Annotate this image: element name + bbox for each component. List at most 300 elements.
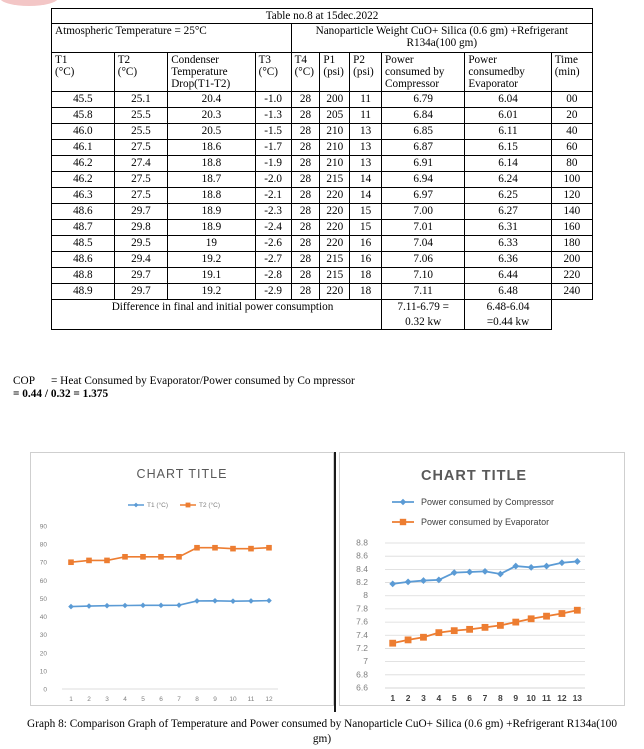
table-cell: 46.3 (52, 188, 115, 204)
table-cell: 25.5 (114, 124, 167, 140)
table-cell: 6.15 (465, 140, 551, 156)
table-cell: 48.7 (52, 220, 115, 236)
table-cell: 28 (291, 268, 320, 284)
table-cell: 19.2 (168, 252, 255, 268)
column-header (320, 53, 350, 92)
table-cell: 27.4 (114, 156, 167, 172)
x-tick-label: 9 (213, 696, 217, 703)
y-tick-label: 50 (39, 595, 47, 603)
column-header-line: (psi) (323, 66, 344, 78)
table-cell: -1.7 (255, 140, 291, 156)
table-cell: 15 (350, 220, 382, 236)
data-point (230, 598, 236, 604)
table-cell: 80 (551, 156, 592, 172)
table-cell: 11 (350, 92, 382, 108)
x-tick-label: 3 (421, 693, 426, 703)
empty-cell (551, 300, 592, 330)
data-point (420, 634, 427, 641)
nanoparticle-weight (291, 24, 592, 53)
data-point (528, 564, 535, 571)
table-cell: 19 (168, 236, 255, 252)
y-tick-label: 70 (39, 559, 47, 567)
y-tick-label: 8.2 (356, 577, 368, 588)
table-cell: 6.36 (465, 252, 551, 268)
table-cell: 6.33 (465, 236, 551, 252)
y-tick-label: 7 (363, 656, 368, 667)
table-cell: 205 (320, 108, 350, 124)
y-tick-label: 8.6 (356, 550, 368, 561)
column-header (168, 53, 255, 92)
table-cell: 11 (350, 108, 382, 124)
column-header-line: (°C) (294, 66, 314, 78)
x-tick-label: 11 (542, 693, 552, 703)
table-cell: -2.3 (255, 204, 291, 220)
nanoparticle-line-1: Nanoparticle Weight CuO+ Silica (0.6 gm) +Refrigerant (315, 25, 568, 37)
column-header-line: T4 (294, 54, 308, 66)
table-cell: 20.4 (168, 92, 255, 108)
atmospheric-temperature: Atmospheric Temperature = 25°C (52, 24, 292, 53)
x-tick-label: 11 (247, 696, 255, 703)
difference-label: Difference in final and initial power consumption (52, 300, 382, 330)
y-tick-label: 8.8 (356, 537, 368, 548)
data-point (451, 627, 458, 634)
table-cell: 7.06 (382, 252, 465, 268)
table-cell: 29.7 (114, 268, 167, 284)
data-point (405, 636, 412, 643)
table-cell: 220 (320, 204, 350, 220)
y-tick-label: 10 (39, 668, 47, 676)
column-header-line: T1 (55, 54, 68, 66)
table-cell: 18.6 (168, 140, 255, 156)
legend-marker (186, 503, 191, 508)
table-cell: 48.9 (52, 284, 115, 300)
data-point (104, 558, 110, 564)
table-cell: 46.2 (52, 172, 115, 188)
table-cell: 215 (320, 172, 350, 188)
data-point (266, 545, 272, 551)
table-cell: 20 (551, 108, 592, 124)
x-tick-label: 4 (123, 696, 127, 703)
data-point (574, 558, 581, 565)
table-cell: 20.3 (168, 108, 255, 124)
y-tick-label: 6.8 (356, 669, 368, 680)
table-cell: 6.79 (382, 92, 465, 108)
y-tick-label: 6.6 (356, 682, 368, 693)
x-tick-label: 1 (390, 693, 396, 703)
graph-caption (0, 717, 644, 747)
x-tick-label: 5 (451, 693, 457, 703)
cop-definition: = Heat Consumed by Evaporator/Power consumed by Co mpressor (50, 375, 355, 387)
chart-separator (334, 452, 336, 712)
data-point (248, 598, 254, 604)
table-row (52, 140, 593, 156)
table-cell: 6.94 (382, 172, 465, 188)
x-tick-label: 2 (87, 696, 91, 703)
data-point (497, 571, 504, 578)
data-point (140, 554, 146, 560)
table-cell: -2.6 (255, 236, 291, 252)
table-cell: -2.4 (255, 220, 291, 236)
table-cell: 18.8 (168, 188, 255, 204)
cop-formula (13, 375, 573, 401)
table-cell: 6.11 (465, 124, 551, 140)
data-point (122, 603, 128, 609)
table-cell: 7.10 (382, 268, 465, 284)
table-cell: 7.11 (382, 284, 465, 300)
data-point (574, 607, 581, 614)
table-cell: 28 (291, 108, 320, 124)
column-header-line: consumed by (385, 66, 445, 78)
y-tick-label: 0 (43, 686, 47, 694)
table-cell: 29.5 (114, 236, 167, 252)
column-header (465, 53, 551, 92)
table-cell: 28 (291, 156, 320, 172)
table-cell: 220 (320, 220, 350, 236)
power-chart-svg (340, 453, 624, 705)
table-cell: 46.1 (52, 140, 115, 156)
table-cell: 28 (291, 140, 320, 156)
x-tick-label: 3 (105, 696, 109, 703)
table-cell: 29.7 (114, 204, 167, 220)
x-tick-label: 5 (141, 696, 145, 703)
legend-label: T1 (°C) (147, 502, 169, 510)
data-point (512, 563, 519, 570)
data-point (194, 545, 200, 551)
data-point (543, 613, 550, 620)
table-cell: 210 (320, 124, 350, 140)
x-tick-label: 12 (265, 696, 273, 703)
data-point (266, 598, 272, 604)
series-line (71, 548, 269, 562)
x-tick-label: 1 (69, 696, 73, 703)
table-cell: 46.2 (52, 156, 115, 172)
table-row (52, 268, 593, 284)
table-cell: -2.7 (255, 252, 291, 268)
data-point (512, 619, 519, 626)
table-cell: 7.01 (382, 220, 465, 236)
temperature-chart (30, 452, 334, 706)
column-header (52, 53, 115, 92)
data-point (497, 622, 504, 629)
table-row (52, 124, 593, 140)
y-tick-label: 7.8 (356, 603, 368, 614)
legend-label: Power consumed by Evaporator (421, 517, 550, 527)
data-point (248, 546, 254, 552)
data-point (559, 559, 566, 566)
table-cell: 14 (350, 188, 382, 204)
column-header-line: (psi) (353, 66, 374, 78)
table-cell: 140 (551, 204, 592, 220)
chart-title: CHART TITLE (136, 467, 228, 481)
column-header-line: (°C) (55, 66, 75, 78)
series-line (71, 601, 269, 607)
data-point (543, 563, 550, 570)
column-header-line: (°C) (258, 66, 278, 78)
data-point (68, 604, 74, 610)
x-tick-label: 4 (436, 693, 442, 703)
table-cell: 6.48 (465, 284, 551, 300)
table-cell: 6.04 (465, 92, 551, 108)
column-header (114, 53, 167, 92)
table-cell: 46.0 (52, 124, 115, 140)
data-point (86, 558, 92, 564)
y-tick-label: 80 (39, 541, 47, 549)
y-tick-label: 40 (39, 614, 47, 622)
legend-marker (134, 503, 139, 508)
evaporator-difference (465, 300, 551, 330)
caption-line-1: Graph 8: Comparison Graph of Temperature and Power consumed by Nanoparticle CuO+ Silica (0.6 gm) +Refrigerant R134a(100 (27, 718, 617, 730)
table-cell: 16 (350, 252, 382, 268)
x-tick-label: 8 (498, 693, 503, 703)
column-header-line: (min) (554, 66, 580, 78)
table-cell: 6.85 (382, 124, 465, 140)
table-row (52, 284, 593, 300)
table-cell: 240 (551, 284, 592, 300)
top-corner-mark (0, 0, 58, 6)
evaporator-difference-line-1: 6.48-6.04 (486, 301, 530, 313)
compressor-difference-line-1: 7.11-6.79 = (397, 301, 449, 313)
x-tick-label: 9 (513, 693, 519, 703)
table-cell: 40 (551, 124, 592, 140)
x-tick-label: 6 (159, 696, 163, 703)
y-tick-label: 7.2 (356, 642, 368, 653)
table-cell: 18.9 (168, 220, 255, 236)
table-row (52, 172, 593, 188)
data-point (68, 559, 74, 565)
table-cell: 13 (350, 156, 382, 172)
table-cell: -2.1 (255, 188, 291, 204)
data-point (86, 603, 92, 609)
y-tick-label: 90 (39, 523, 47, 531)
table-cell: 200 (320, 92, 350, 108)
table-cell: 28 (291, 220, 320, 236)
table-cell: 29.7 (114, 284, 167, 300)
data-point (176, 602, 182, 608)
table-row (52, 236, 593, 252)
table-cell: 6.97 (382, 188, 465, 204)
table-row (52, 92, 593, 108)
data-point (230, 546, 236, 552)
table-cell: 210 (320, 156, 350, 172)
table-cell: 20.5 (168, 124, 255, 140)
column-header-line: Drop(T1-T2) (171, 78, 231, 90)
column-header-line: Power (385, 54, 414, 66)
column-header (255, 53, 291, 92)
data-point (451, 569, 458, 576)
y-tick-label: 7.4 (356, 629, 368, 640)
legend-label: T2 (°C) (199, 502, 221, 510)
table-cell: 16 (350, 236, 382, 252)
table-cell: 215 (320, 252, 350, 268)
column-header (382, 53, 465, 92)
header-row (52, 53, 593, 92)
power-chart (339, 452, 625, 706)
data-point (466, 626, 473, 633)
table-cell: -2.0 (255, 172, 291, 188)
data-table (51, 8, 593, 330)
table-cell: 28 (291, 188, 320, 204)
column-header (350, 53, 382, 92)
table-cell: 28 (291, 124, 320, 140)
table-cell: -1.3 (255, 108, 291, 124)
table-cell: 6.14 (465, 156, 551, 172)
table-cell: 28 (291, 92, 320, 108)
column-header-line: Evaporator (468, 78, 519, 90)
data-point (420, 577, 427, 584)
difference-row (52, 300, 593, 330)
table-cell: 19.2 (168, 284, 255, 300)
table-cell: 18.8 (168, 156, 255, 172)
column-header-line: P2 (353, 54, 365, 66)
data-point (559, 610, 566, 617)
x-tick-label: 10 (526, 693, 536, 703)
legend-label: Power consumed by Compressor (421, 497, 555, 507)
table-cell: 200 (551, 252, 592, 268)
data-point (435, 629, 442, 636)
table-cell: 28 (291, 204, 320, 220)
y-tick-label: 8.4 (356, 563, 368, 574)
data-point (194, 598, 200, 604)
table-cell: 18.7 (168, 172, 255, 188)
evaporator-difference-line-2: =0.44 kw (486, 316, 530, 328)
legend-marker (400, 499, 406, 505)
nanoparticle-line-2: R134a(100 gm) (406, 37, 478, 49)
table-cell: -1.5 (255, 124, 291, 140)
table-cell: 18 (350, 268, 382, 284)
column-header-line: T3 (258, 54, 272, 66)
temperature-chart-svg (31, 453, 333, 705)
x-tick-label: 7 (482, 693, 488, 703)
y-tick-label: 60 (39, 577, 47, 585)
table-cell: 48.6 (52, 252, 115, 268)
column-header-line: Compressor (385, 78, 440, 90)
table-cell: 27.5 (114, 172, 167, 188)
column-header-line: P1 (323, 54, 336, 66)
x-tick-label: 7 (177, 696, 181, 703)
data-point (389, 580, 396, 587)
table-cell: 00 (551, 92, 592, 108)
data-point (158, 603, 164, 609)
data-point (158, 554, 164, 560)
x-tick-label: 10 (229, 696, 237, 703)
table-cell: 6.31 (465, 220, 551, 236)
y-tick-label: 7.6 (356, 616, 368, 627)
column-header (551, 53, 592, 92)
table-cell: 28 (291, 236, 320, 252)
data-point (482, 624, 489, 631)
table-row (52, 252, 593, 268)
x-tick-label: 2 (405, 693, 411, 703)
table-cell: 13 (350, 140, 382, 156)
data-point (405, 578, 412, 585)
table-cell: 6.91 (382, 156, 465, 172)
table-cell: 48.8 (52, 268, 115, 284)
table-cell: 6.84 (382, 108, 465, 124)
legend-marker (400, 519, 406, 525)
table-cell: 13 (350, 124, 382, 140)
table-cell: -2.9 (255, 284, 291, 300)
table-row (52, 204, 593, 220)
table-cell: 45.8 (52, 108, 115, 124)
column-header-line: Temperature (171, 66, 228, 78)
table-cell: 6.01 (465, 108, 551, 124)
table-cell: 28 (291, 252, 320, 268)
table-cell: 27.5 (114, 188, 167, 204)
y-tick-label: 8 (363, 590, 368, 601)
data-point (122, 554, 128, 560)
column-header-line: (°C) (117, 66, 138, 78)
table-cell: 220 (320, 284, 350, 300)
cop-result: = 0.44 / 0.32 = 1.375 (13, 388, 109, 400)
table-row (52, 156, 593, 172)
table-cell: 28 (291, 172, 320, 188)
table-cell: 220 (320, 188, 350, 204)
table-cell: 180 (551, 236, 592, 252)
table-cell: 19.1 (168, 268, 255, 284)
table-cell: 18 (350, 284, 382, 300)
table-cell: 29.4 (114, 252, 167, 268)
table-cell: 120 (551, 188, 592, 204)
table-cell: 48.6 (52, 204, 115, 220)
table-cell: 6.25 (465, 188, 551, 204)
table-cell: 15 (350, 204, 382, 220)
table-cell: 210 (320, 140, 350, 156)
chart-title: CHART TITLE (420, 468, 528, 484)
table-cell: 25.5 (114, 108, 167, 124)
table-cell: -1.9 (255, 156, 291, 172)
data-point (176, 554, 182, 560)
table-cell: 18.9 (168, 204, 255, 220)
table-row (52, 188, 593, 204)
table-cell: 28 (291, 284, 320, 300)
column-header (291, 53, 320, 92)
table-cell: 7.04 (382, 236, 465, 252)
table-cell: 6.44 (465, 268, 551, 284)
data-point (212, 545, 218, 551)
column-header-line: Condenser (171, 54, 220, 66)
table-cell: 100 (551, 172, 592, 188)
table-cell: 45.5 (52, 92, 115, 108)
table-cell: 14 (350, 172, 382, 188)
table-title: Table no.8 at 15dec.2022 (52, 9, 593, 24)
table-cell: 215 (320, 268, 350, 284)
compressor-difference-line-2: 0.32 kw (405, 316, 442, 328)
table-cell: 220 (320, 236, 350, 252)
x-tick-label: 13 (572, 693, 583, 703)
cop-label: COP (13, 375, 35, 387)
table-cell: 220 (551, 268, 592, 284)
table-cell: -2.8 (255, 268, 291, 284)
compressor-difference (382, 300, 465, 330)
x-tick-label: 12 (557, 693, 567, 703)
column-header-line: consumedby (468, 66, 525, 78)
caption-line-2: gm) (312, 733, 332, 745)
table-cell: 48.5 (52, 236, 115, 252)
table-row (52, 108, 593, 124)
table-row (52, 220, 593, 236)
table-cell: 160 (551, 220, 592, 236)
x-tick-label: 6 (467, 693, 472, 703)
y-tick-label: 20 (39, 650, 47, 658)
column-header-line: Power (468, 54, 497, 66)
column-header-line: Time (554, 54, 578, 66)
data-point (212, 598, 218, 604)
data-point (389, 640, 396, 647)
column-header-line: T2 (117, 54, 131, 66)
data-point (482, 568, 489, 575)
table-cell: 7.00 (382, 204, 465, 220)
table-cell: 6.87 (382, 140, 465, 156)
